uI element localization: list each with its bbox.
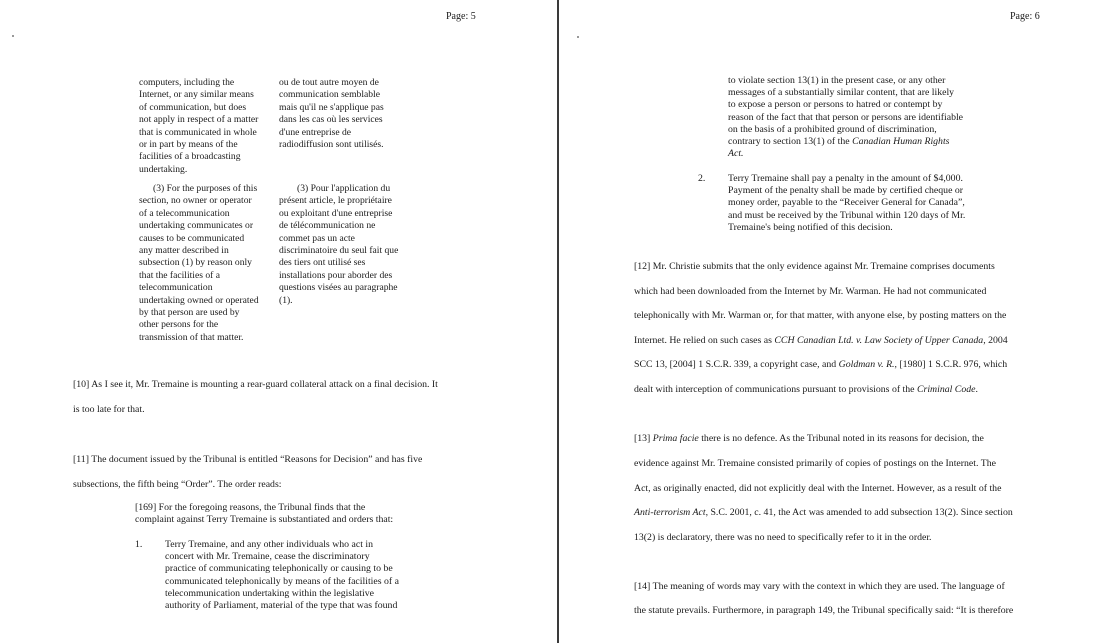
- text-line: of communication, but does: [139, 101, 247, 113]
- statute-french-subsection-3: [279, 183, 398, 307]
- quote-paragraph-169: [135, 502, 393, 526]
- paragraph-12-line: [634, 384, 978, 395]
- text-line: any matter described in: [139, 245, 229, 257]
- paragraph-11-line: [11] The document issued by the Tribunal is entitled “Reasons for Decision” and has five: [73, 454, 423, 465]
- text-span: [13]: [634, 433, 653, 444]
- paragraph-13-line: 13(2) is declaratory, there was no need to specifically refer to it in the order.: [634, 532, 932, 543]
- text-line: of a telecommunication: [139, 207, 230, 219]
- text-line: (3) For the purposes of this: [153, 183, 258, 194]
- text-line: [169] For the foregoing reasons, the Tribunal finds that the: [135, 502, 366, 513]
- text-line: not apply in respect of a matter: [139, 114, 259, 126]
- text-span: contrary to section 13(1) of the: [728, 136, 853, 148]
- paragraph-13-line: Act, as originally enacted, did not explicitly deal with the Internet. However, as a result of the: [634, 483, 1002, 494]
- text-line: messages of a substantially similar content, that are likely: [728, 87, 955, 99]
- text-line: de télécommunication ne: [279, 220, 376, 232]
- text-line: undertaking owned or operated: [139, 294, 259, 306]
- text-line: other persons for the: [139, 319, 219, 331]
- text-span: , [1980] 1 S.C.R. 976, which: [894, 359, 1008, 370]
- statute-french-continuation: [279, 77, 384, 151]
- text-line: or in part by means of the: [139, 139, 238, 151]
- text-line: Terry Tremaine shall pay a penalty in the amount of $4,000.: [728, 173, 963, 184]
- text-line: ou de tout autre moyen de: [279, 77, 379, 88]
- order-item-number: 1.: [135, 539, 143, 550]
- paragraph-13-line: [634, 433, 984, 444]
- page-5: [0, 0, 557, 643]
- text-line: Payment of the penalty shall be made by certified cheque or: [728, 185, 964, 197]
- case-citation: Goldman v. R.: [838, 359, 895, 370]
- text-line: communication semblable: [279, 89, 380, 101]
- page-6: [559, 0, 1120, 643]
- text-line: [728, 136, 963, 148]
- paragraph-14-line: the statute prevails. Furthermore, in paragraph 149, the Tribunal specifically said: “It is therefore: [634, 605, 1014, 616]
- paragraph-12-line: which had been downloaded from the Internet by Mr. Warman. He had not communicated: [634, 286, 987, 297]
- case-citation: CCH Canadian Ltd. v. Law Society of Upper Canada: [774, 335, 984, 346]
- order-item-1: [165, 539, 399, 612]
- text-line: (3) Pour l'application du: [297, 183, 391, 194]
- text-span: Internet. He relied on such cases as: [634, 335, 775, 346]
- scan-speck: [577, 36, 579, 38]
- text-line: money order, payable to the “Receiver General for Canada”,: [728, 197, 965, 209]
- paragraph-14-line: [14] The meaning of words may vary with the context in which they are used. The language of: [634, 581, 1005, 592]
- paragraph-11-line: subsections, the fifth being “Order”. The order reads:: [73, 479, 282, 490]
- text-line: practice of communicating telephonically or causing to be: [165, 563, 393, 575]
- statute-english-subsection-3: [139, 183, 259, 344]
- statute-name: Anti-terrorism Act: [634, 507, 706, 518]
- text-line: Internet, or any similar means: [139, 89, 254, 101]
- text-line: transmission of that matter.: [139, 331, 244, 343]
- text-span: .: [975, 384, 978, 395]
- text-line: telecommunication undertaking within the legislative: [165, 587, 374, 599]
- statute-name: Criminal Code: [916, 384, 976, 395]
- text-span: , S.C. 2001, c. 41, the Act was amended to add subsection 13(2). Since section: [705, 507, 1013, 518]
- text-line: facilities of a broadcasting: [139, 151, 241, 163]
- text-line: section, no owner or operator: [139, 195, 252, 207]
- statute-english-continuation: [139, 77, 258, 176]
- latin-phrase: Prima facie: [652, 433, 699, 444]
- text-line: Tremaine's being notified of this decision.: [728, 221, 893, 233]
- text-line: reason of the fact that that person or persons are identifiable: [728, 111, 964, 123]
- page-number: Page: 6: [1010, 11, 1040, 22]
- paragraph-13-line: [634, 507, 1013, 518]
- text-line: undertaking communicates or: [139, 220, 254, 232]
- text-span: , 2004: [983, 335, 1008, 346]
- text-line: that is communicated in whole: [139, 126, 257, 138]
- text-line: discriminatoire du seul fait que: [279, 245, 399, 257]
- text-line: telecommunication: [139, 282, 213, 294]
- paragraph-12-line: [634, 359, 1007, 370]
- text-line: to expose a person or persons to hatred or contempt by: [728, 99, 943, 111]
- paragraph-10-line: is too late for that.: [73, 404, 145, 415]
- text-line: questions visées au paragraphe: [279, 282, 398, 294]
- text-line: computers, including the: [139, 77, 235, 88]
- text-line: complaint against Terry Tremaine is substantiated and orders that:: [135, 514, 394, 526]
- text-line: d'une entreprise de: [279, 126, 352, 138]
- text-line: undertaking.: [139, 163, 188, 175]
- order-item-number: 2.: [698, 173, 706, 184]
- text-line: installations pour aborder des: [279, 269, 393, 281]
- text-line: to violate section 13(1) in the present case, or any other: [728, 75, 946, 86]
- text-line: and must be received by the Tribunal within 120 days of Mr.: [728, 209, 966, 221]
- text-line: concert with Mr. Tremaine, cease the discriminatory: [165, 551, 370, 563]
- text-line: on the basis of a prohibited ground of discrimination,: [728, 123, 937, 135]
- paragraph-10-line: [10] As I see it, Mr. Tremaine is mounting a rear-guard collateral attack on a final decision. It: [73, 379, 438, 390]
- text-line: ou exploitant d'une entreprise: [279, 207, 393, 219]
- text-line: causes to be communicated: [139, 232, 245, 244]
- text-line: Terry Tremaine, and any other individuals who act in: [165, 539, 373, 550]
- text-line: (1).: [279, 294, 293, 306]
- act-name: Canadian Human Rights: [852, 136, 950, 148]
- paragraph-12-line: [634, 335, 1008, 346]
- text-line: by that person are used by: [139, 307, 240, 319]
- act-name-end: Act.: [728, 148, 744, 160]
- text-line: dans les cas où les services: [279, 114, 383, 126]
- text-line: commet pas un acte: [279, 232, 355, 244]
- text-line: des tiers ont utilisé ses: [279, 257, 366, 269]
- order-item-2: [728, 173, 965, 234]
- text-line: that the facilities of a: [139, 269, 220, 281]
- text-line: radiodiffusion sont utilisés.: [279, 139, 384, 151]
- text-span: SCC 13, [2004] 1 S.C.R. 339, a copyright case, and: [634, 359, 839, 370]
- paragraph-12-line: [12] Mr. Christie submits that the only evidence against Mr. Tremaine comprises documents: [634, 261, 995, 272]
- text-line: authority of Parliament, material of the type that was found: [165, 600, 398, 612]
- text-line: mais qu'il ne s'applique pas: [279, 101, 384, 113]
- page-number: Page: 5: [446, 11, 476, 22]
- scan-speck: [12, 35, 14, 37]
- text-line: présent article, le propriétaire: [279, 195, 392, 207]
- text-span: there is no defence. As the Tribunal noted in its reasons for decision, the: [698, 433, 984, 444]
- paragraph-13-line: evidence against Mr. Tremaine consisted primarily of copies of postings on the Internet. The: [634, 458, 996, 469]
- text-line: communicated telephonically by means of the facilities of a: [165, 575, 399, 587]
- text-span: dealt with interception of communications pursuant to provisions of the: [634, 384, 917, 395]
- text-line: subsection (1) by reason only: [139, 257, 252, 269]
- order-item-1-continued: [728, 75, 963, 160]
- paragraph-12-line: telephonically with Mr. Warman or, for that matter, with anyone else, by posting matters on the: [634, 310, 1007, 321]
